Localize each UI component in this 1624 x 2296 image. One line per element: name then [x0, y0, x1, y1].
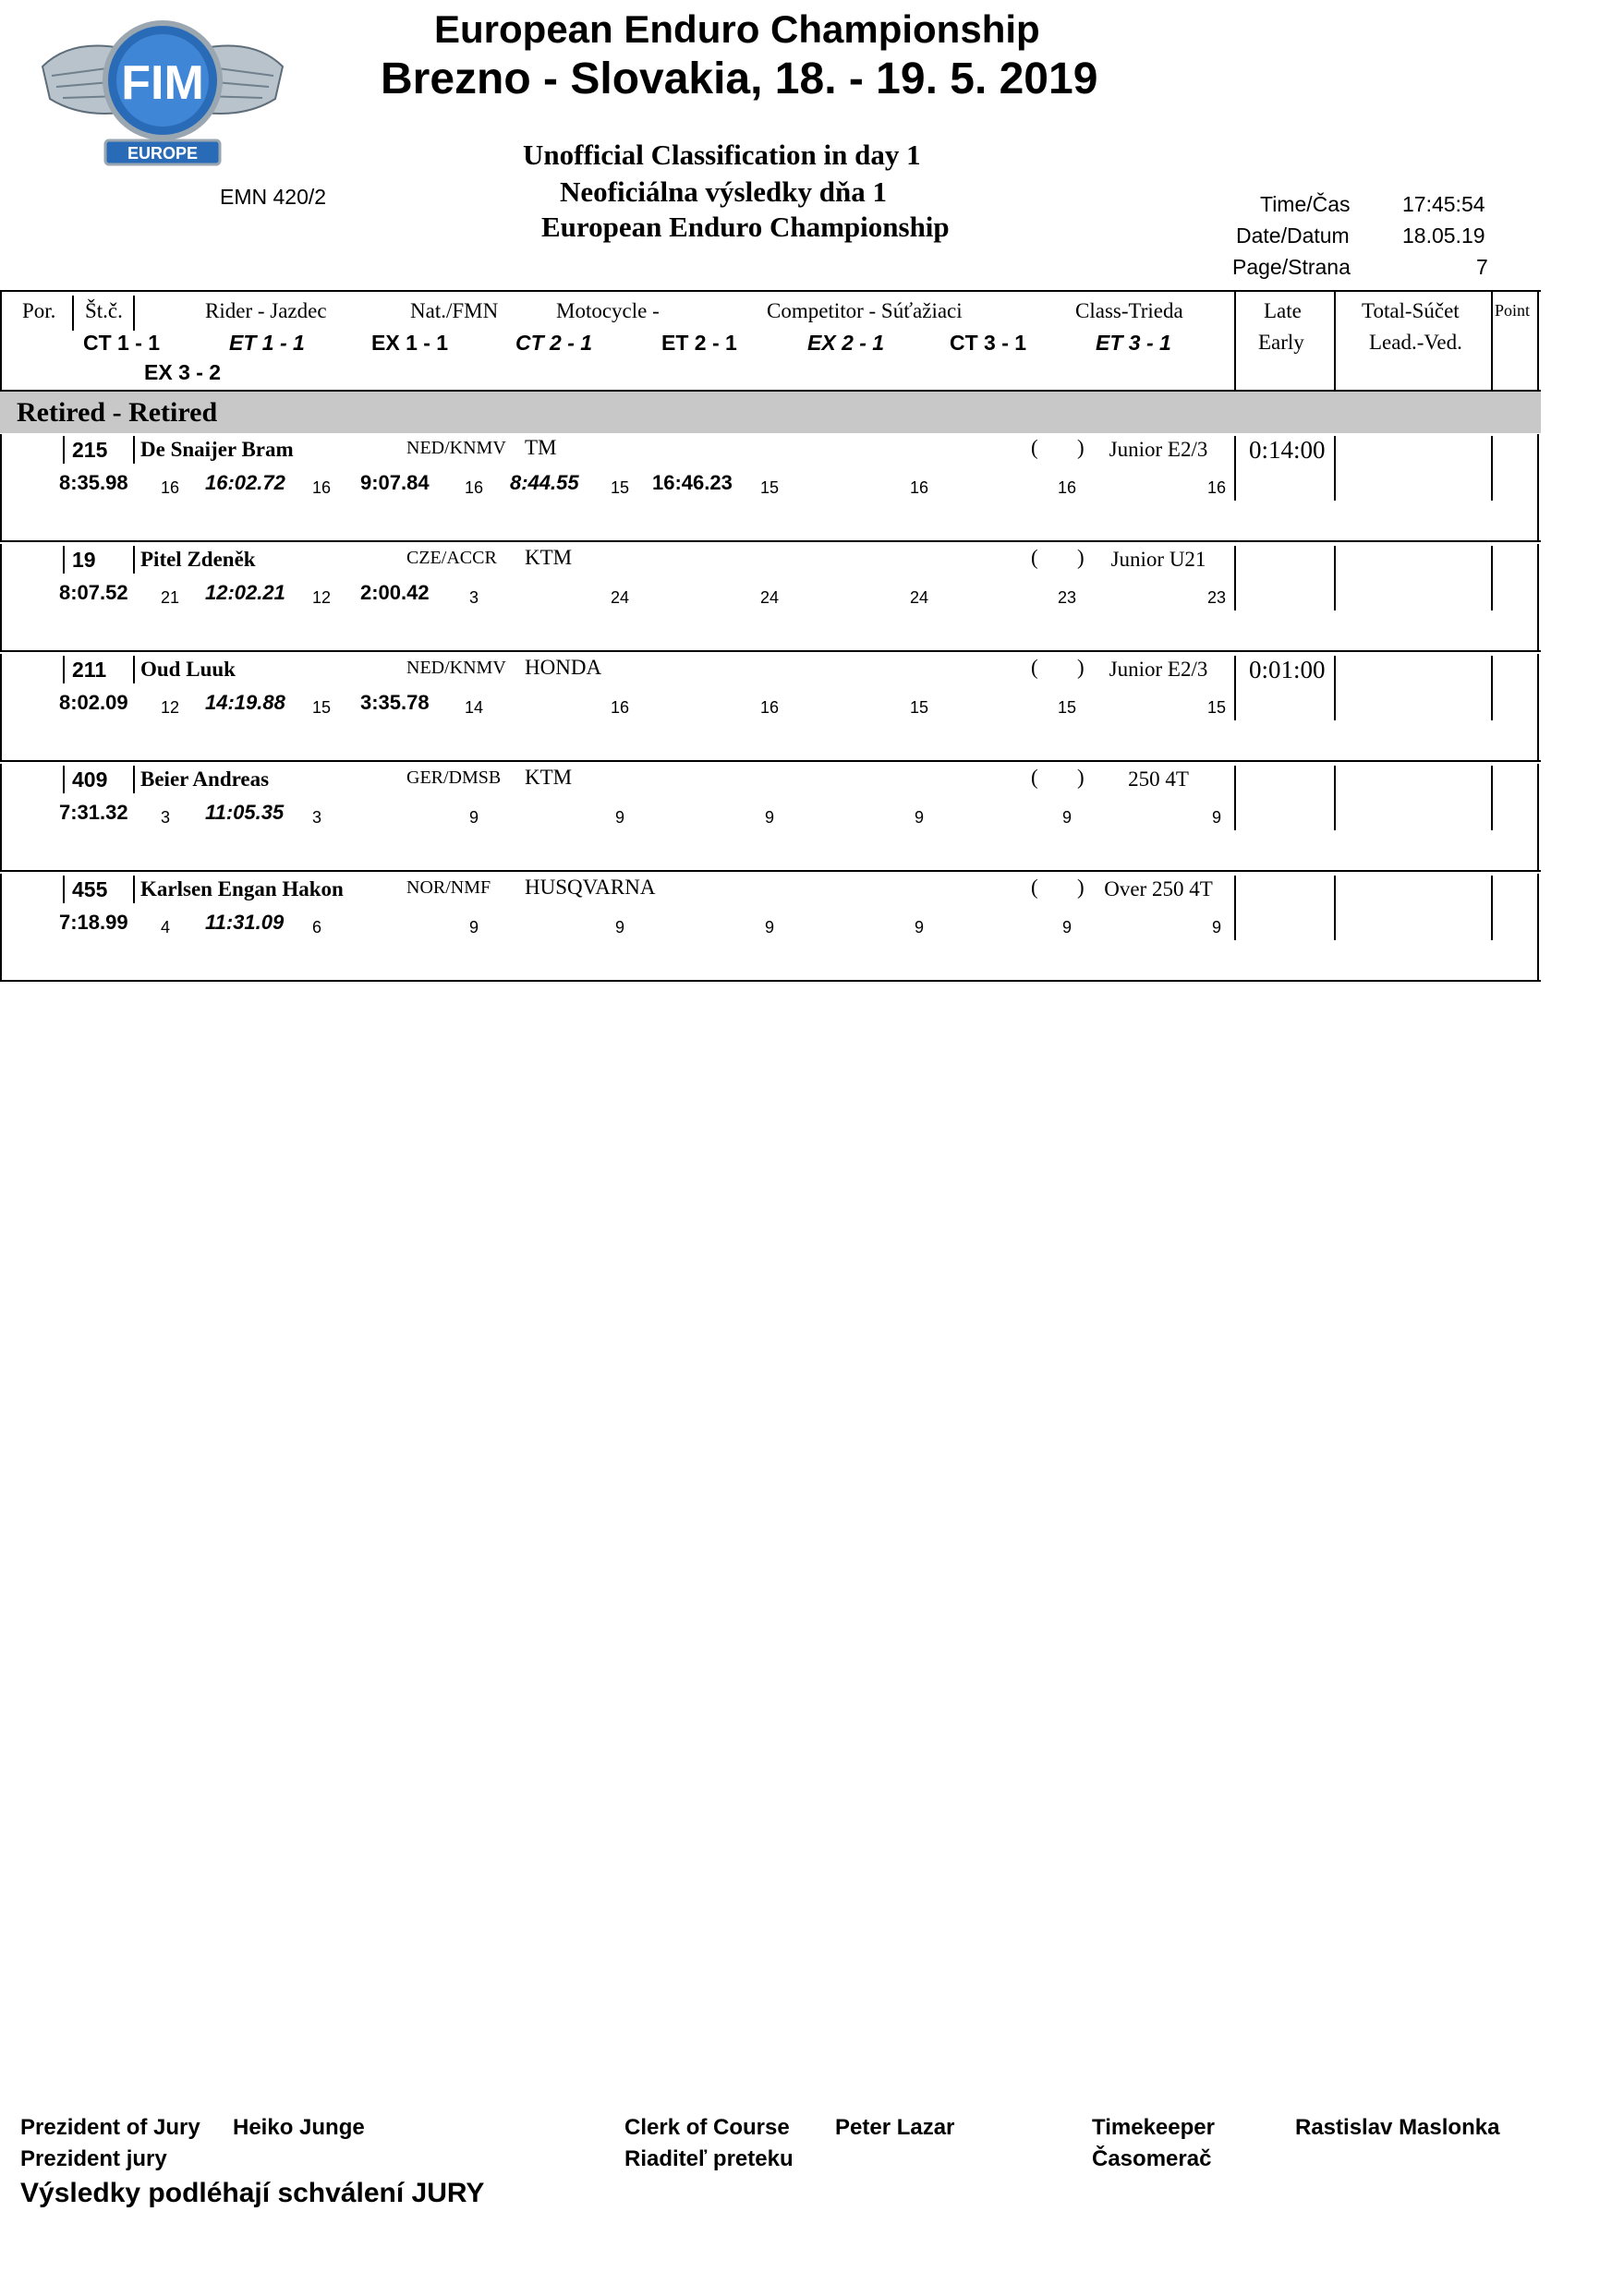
- rider-motorcycle: HUSQVARNA: [525, 876, 656, 899]
- rider-class: Over 250 4T: [1104, 877, 1213, 900]
- test-time-et21: 16:46.23: [652, 471, 733, 494]
- col-total: Total-Súčet: [1362, 299, 1460, 322]
- test-rank-et11: 12: [312, 588, 332, 607]
- row-bottom-rule: [0, 760, 1541, 762]
- col-test-ct11: CT 1 - 1: [83, 331, 161, 355]
- row-late-rule: [1234, 656, 1236, 720]
- test-rank-et31: 9: [1211, 918, 1221, 937]
- class-paren-close: ): [1077, 436, 1085, 459]
- timekeeper-name: Rastislav Maslonka: [1295, 2115, 1500, 2140]
- rider-class: 250 4T: [1128, 767, 1189, 791]
- col-por: Por.: [22, 299, 56, 322]
- row-late-rule: [1234, 436, 1236, 501]
- test-time-ct11: 7:31.32: [59, 801, 128, 824]
- rider-nation: GER/DMSB: [406, 767, 502, 788]
- rider-start-number: 455: [72, 877, 108, 901]
- row-number-rule: [63, 546, 65, 574]
- rider-motorcycle: KTM: [525, 766, 573, 789]
- row-total-rule: [1334, 766, 1336, 830]
- col-test-et11: ET 1 - 1: [229, 331, 305, 355]
- col-lead: Lead.-Ved.: [1369, 331, 1462, 354]
- col-test-ex32: EX 3 - 2: [144, 360, 222, 384]
- test-rank-et21: 9: [764, 808, 774, 827]
- time-label: Time/Čas: [1260, 192, 1351, 216]
- row-number-rule: [63, 436, 65, 464]
- rider-motorcycle: KTM: [525, 546, 573, 569]
- test-time-et11: 11:05.35: [205, 801, 285, 824]
- col-early: Early: [1258, 331, 1304, 354]
- rider-nation: CZE/ACCR: [406, 548, 497, 568]
- test-time-ex11: 3:35.78: [360, 691, 430, 714]
- row-late-rule: [1234, 546, 1236, 610]
- row-number-rule: [63, 766, 65, 793]
- row-bottom-rule: [0, 540, 1541, 542]
- test-rank-ct31: 16: [1057, 478, 1077, 497]
- row-late-rule: [1234, 876, 1236, 940]
- test-rank-ex11: 9: [468, 808, 479, 827]
- rider-nation: NOR/NMF: [406, 877, 491, 898]
- row-late-rule: [1234, 766, 1236, 830]
- clerk-name: Peter Lazar: [835, 2115, 955, 2140]
- section-band: [0, 392, 1541, 433]
- test-rank-ct31: 23: [1057, 588, 1077, 607]
- test-rank-ct21: 15: [610, 478, 630, 497]
- test-rank-ct11: 4: [161, 918, 171, 937]
- test-rank-et31: 9: [1211, 808, 1221, 827]
- test-rank-ct11: 21: [161, 588, 180, 607]
- approval-note: Výsledky podléhají schválení JURY: [20, 2178, 485, 2208]
- row-right-rule: [1537, 434, 1539, 542]
- test-time-et11: 12:02.21: [205, 581, 285, 604]
- row-bottom-rule: [0, 650, 1541, 652]
- row-total-rule: [1334, 546, 1336, 610]
- test-rank-ex11: 3: [468, 588, 479, 607]
- test-rank-ct31: 9: [1061, 918, 1072, 937]
- rider-name: Pitel Zdeněk: [140, 548, 256, 571]
- col-nat: Nat./FMN: [410, 299, 499, 322]
- row-total-rule: [1334, 436, 1336, 501]
- test-rank-ex11: 14: [464, 698, 484, 717]
- row-left-rule: [0, 654, 2, 762]
- test-rank-ct11: 3: [161, 808, 171, 827]
- test-rank-ex21: 24: [909, 588, 929, 607]
- row-bottom-rule: [0, 980, 1541, 982]
- test-time-ct11: 8:02.09: [59, 691, 128, 714]
- test-time-et11: 14:19.88: [205, 691, 285, 714]
- test-rank-ex21: 15: [909, 698, 929, 717]
- classification-title-sk: Neoficiálna výsledky dňa 1: [560, 175, 887, 208]
- date-label: Date/Datum: [1236, 224, 1350, 248]
- test-rank-et11: 6: [312, 918, 322, 937]
- test-rank-et21: 9: [764, 918, 774, 937]
- col-test-et31: ET 3 - 1: [1096, 331, 1171, 355]
- row-point-rule: [1491, 876, 1493, 940]
- row-right-rule: [1537, 544, 1539, 652]
- class-paren-close: ): [1077, 546, 1085, 569]
- test-rank-ct31: 15: [1057, 698, 1077, 717]
- test-rank-ct21: 24: [610, 588, 630, 607]
- col-test-ct31: CT 3 - 1: [950, 331, 1027, 355]
- row-right-rule: [1537, 654, 1539, 762]
- row-name-rule: [133, 766, 135, 793]
- rider-start-number: 211: [72, 658, 107, 682]
- timekeeper-label: Timekeeper: [1092, 2115, 1215, 2140]
- test-rank-et21: 24: [759, 588, 780, 607]
- row-left-rule: [0, 874, 2, 982]
- test-rank-et11: 16: [312, 478, 332, 497]
- test-rank-ct31: 9: [1061, 808, 1072, 827]
- row-total-rule: [1334, 656, 1336, 720]
- test-rank-ct21: 16: [610, 698, 630, 717]
- rider-name: Oud Luuk: [140, 658, 236, 681]
- test-rank-ex11: 9: [468, 918, 479, 937]
- test-rank-ct21: 9: [614, 918, 624, 937]
- test-rank-ex21: 9: [914, 918, 924, 937]
- rider-nation: NED/KNMV: [406, 438, 506, 458]
- test-rank-et21: 16: [759, 698, 780, 717]
- timekeeper-label-sk: Časomerač: [1092, 2146, 1212, 2171]
- test-rank-ct11: 16: [161, 478, 180, 497]
- row-right-rule: [1537, 874, 1539, 982]
- class-paren-close: ): [1077, 766, 1085, 789]
- doc-title: European Enduro Championship: [434, 7, 1040, 51]
- row-bottom-rule: [0, 870, 1541, 872]
- rider-class: Junior U21: [1110, 548, 1206, 571]
- test-rank-ct11: 12: [161, 698, 180, 717]
- section-title: Retired - Retired: [17, 397, 218, 428]
- rider-start-number: 215: [72, 438, 108, 462]
- rider-class: Junior E2/3: [1109, 658, 1208, 681]
- row-name-rule: [133, 546, 135, 574]
- class-paren-open: (: [1031, 876, 1038, 899]
- row-left-rule: [0, 434, 2, 542]
- row-total-rule: [1334, 876, 1336, 940]
- class-paren-close: ): [1077, 656, 1085, 679]
- col-class: Class-Trieda: [1075, 299, 1183, 322]
- late-early-penalty: 0:14:00: [1249, 436, 1326, 464]
- row-name-rule: [133, 656, 135, 683]
- test-rank-et11: 3: [312, 808, 322, 827]
- classification-title-en: Unofficial Classification in day 1: [523, 139, 921, 171]
- rider-motorcycle: HONDA: [525, 656, 602, 679]
- test-time-ct11: 8:35.98: [59, 471, 128, 494]
- table-top-rule: [0, 290, 1541, 292]
- test-rank-et11: 15: [312, 698, 332, 717]
- test-time-ct11: 8:07.52: [59, 581, 128, 604]
- jury-label-sk: Prezident jury: [20, 2146, 167, 2171]
- rider-class: Junior E2/3: [1109, 438, 1208, 461]
- col-test-ct21: CT 2 - 1: [515, 331, 593, 355]
- doc-code: EMN 420/2: [220, 185, 327, 209]
- test-time-et11: 16:02.72: [205, 471, 285, 494]
- rider-start-number: 19: [72, 548, 96, 572]
- test-rank-ex21: 9: [914, 808, 924, 827]
- test-rank-ex21: 16: [909, 478, 929, 497]
- rider-name: Beier Andreas: [140, 767, 270, 791]
- row-point-rule: [1491, 656, 1493, 720]
- jury-label: Prezident of Jury: [20, 2115, 200, 2140]
- row-number-rule: [63, 656, 65, 683]
- row-number-rule: [63, 876, 65, 903]
- class-paren-open: (: [1031, 546, 1038, 569]
- row-name-rule: [133, 436, 135, 464]
- row-point-rule: [1491, 766, 1493, 830]
- date-value: 18.05.19: [1402, 224, 1485, 248]
- late-early-penalty: 0:01:00: [1249, 656, 1326, 683]
- test-time-ex11: 9:07.84: [360, 471, 430, 494]
- classification-championship: European Enduro Championship: [541, 211, 950, 243]
- row-name-rule: [133, 876, 135, 903]
- class-paren-open: (: [1031, 656, 1038, 679]
- page-label: Page/Strana: [1232, 255, 1351, 279]
- test-rank-ex11: 16: [464, 478, 484, 497]
- page-value: 7: [1476, 255, 1488, 279]
- row-left-rule: [0, 544, 2, 652]
- svg-text:EUROPE: EUROPE: [127, 144, 199, 163]
- time-value: 17:45:54: [1402, 192, 1485, 216]
- row-left-rule: [0, 764, 2, 872]
- row-point-rule: [1491, 546, 1493, 610]
- col-test-et21: ET 2 - 1: [661, 331, 737, 355]
- svg-text:FIM: FIM: [121, 56, 204, 110]
- row-point-rule: [1491, 436, 1493, 501]
- doc-subtitle: Brezno - Slovakia, 18. - 19. 5. 2019: [381, 54, 1098, 103]
- test-rank-et31: 16: [1206, 478, 1227, 497]
- test-rank-et31: 23: [1206, 588, 1227, 607]
- col-test-ex11: EX 1 - 1: [371, 331, 449, 355]
- col-rider: Rider - Jazdec: [205, 299, 327, 322]
- test-time-et11: 11:31.09: [205, 911, 285, 934]
- clerk-label-sk: Riaditeľ preteku: [624, 2146, 794, 2171]
- class-paren-close: ): [1077, 876, 1085, 899]
- clerk-label: Clerk of Course: [624, 2115, 790, 2140]
- test-rank-ct21: 9: [614, 808, 624, 827]
- fim-europe-logo: [33, 11, 292, 168]
- col-moto: Motocycle -: [556, 299, 660, 322]
- test-time-ct21: 8:44.55: [510, 471, 579, 494]
- col-point: Point: [1495, 301, 1531, 320]
- rider-motorcycle: TM: [525, 436, 557, 459]
- col-test-ex21: EX 2 - 1: [807, 331, 885, 355]
- jury-name: Heiko Junge: [233, 2115, 365, 2140]
- test-rank-et31: 15: [1206, 698, 1227, 717]
- col-competitor: Competitor - Súťažiaci: [767, 299, 963, 322]
- col-late: Late: [1264, 299, 1302, 322]
- test-rank-et21: 15: [759, 478, 780, 497]
- rider-name: De Snaijer Bram: [140, 438, 294, 461]
- col-stc: Št.č.: [85, 299, 123, 322]
- test-time-ex11: 2:00.42: [360, 581, 430, 604]
- test-time-ct11: 7:18.99: [59, 911, 128, 934]
- rider-start-number: 409: [72, 767, 108, 792]
- rider-name: Karlsen Engan Hakon: [140, 877, 344, 900]
- row-right-rule: [1537, 764, 1539, 872]
- class-paren-open: (: [1031, 436, 1038, 459]
- rider-nation: NED/KNMV: [406, 658, 506, 678]
- class-paren-open: (: [1031, 766, 1038, 789]
